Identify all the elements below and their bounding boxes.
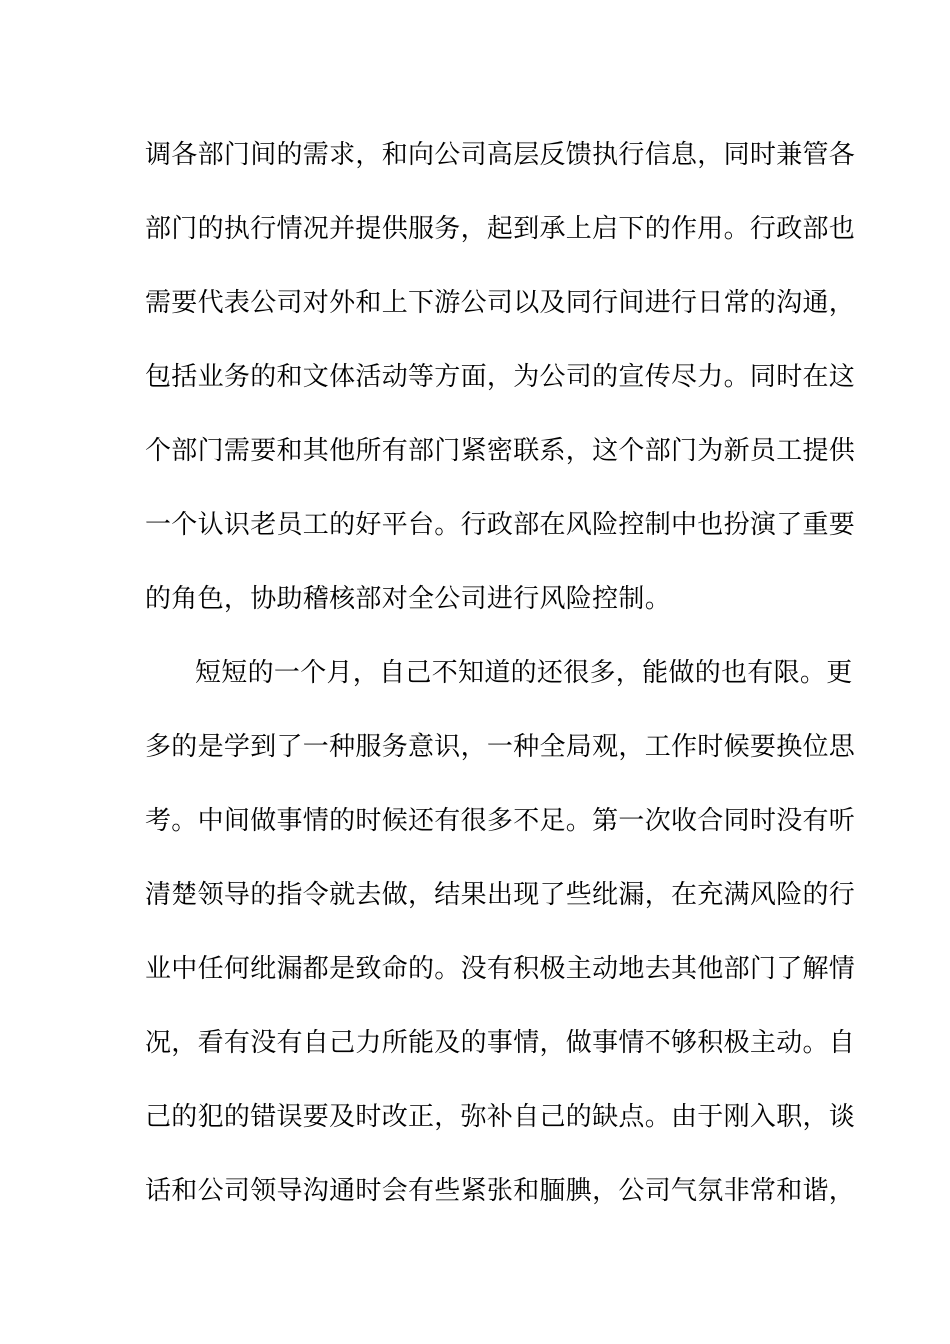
text-line: 考。中间做事情的时候还有很多不足。第一次收合同时没有听 xyxy=(145,806,856,836)
text-line: 个部门需要和其他所有部门紧密联系，这个部门为新员工提供 xyxy=(145,436,856,466)
text-line: 况，看有没有自己力所能及的事情，做事情不够积极主动。自 xyxy=(145,1028,856,1058)
text-line: 业中任何纰漏都是致命的。没有积极主动地去其他部门了解情 xyxy=(145,954,856,984)
text-line: 包括业务的和文体活动等方面，为公司的宣传尽力。同时在这 xyxy=(145,362,856,392)
body-text xyxy=(145,126,856,1236)
text-line: 多的是学到了一种服务意识，一种全局观，工作时候要换位思 xyxy=(145,732,856,762)
text-line: 的角色，协助稽核部对全公司进行风险控制。 xyxy=(145,584,672,614)
text-line: 话和公司领导沟通时会有些紧张和腼腆，公司气氛非常和谐， xyxy=(145,1176,856,1206)
text-line: 部门的执行情况并提供服务，起到承上启下的作用。行政部也 xyxy=(145,214,856,244)
text-line: 需要代表公司对外和上下游公司以及同行间进行日常的沟通， xyxy=(145,288,856,318)
paragraph-start-line: 短短的一个月，自己不知道的还很多，能做的也有限。更 xyxy=(195,658,853,688)
text-line: 己的犯的错误要及时改正，弥补自己的缺点。由于刚入职，谈 xyxy=(145,1102,856,1132)
text-line: 一个认识老员工的好平台。行政部在风险控制中也扮演了重要 xyxy=(145,510,856,540)
text-line: 调各部门间的需求，和向公司高层反馈执行信息，同时兼管各 xyxy=(145,140,856,170)
text-line: 清楚领导的指令就去做，结果出现了些纰漏，在充满风险的行 xyxy=(145,880,856,910)
